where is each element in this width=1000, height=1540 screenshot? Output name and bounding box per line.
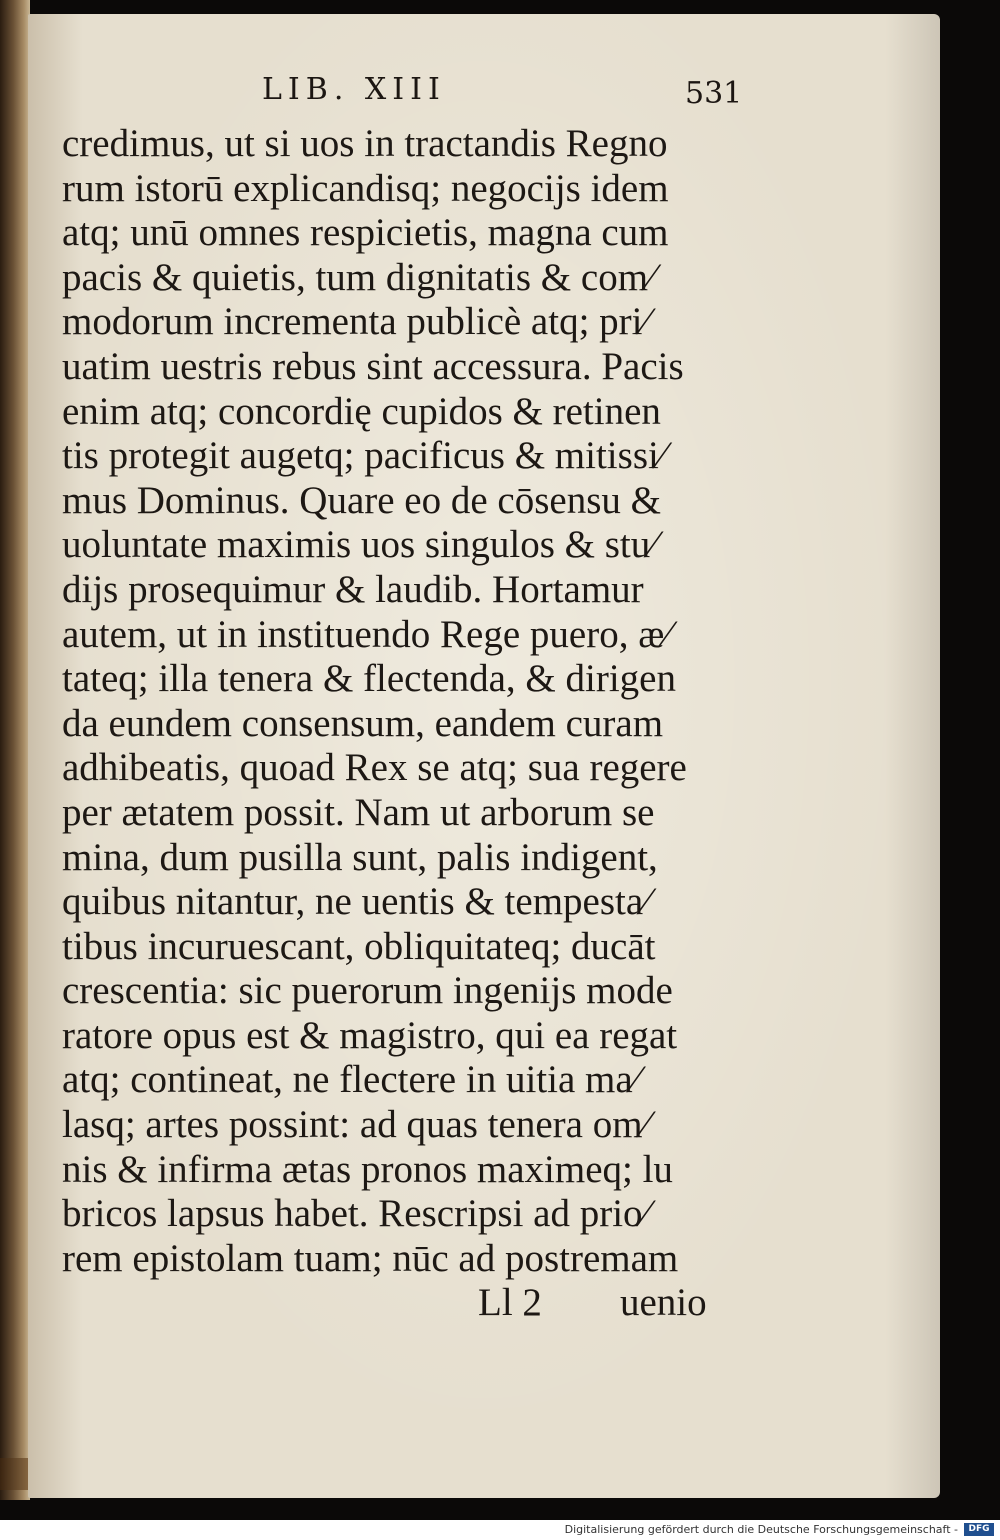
text-line: autem, ut in instituendo Rege puero, æ⁄	[62, 612, 671, 656]
text-line: tateq; illa tenera & flectenda, & dirigen	[62, 657, 676, 701]
text-line: tibus incuruescant, obliquitateq; ducāt	[62, 924, 656, 968]
text-line: rem epistolam tuam; nūc ad postremam	[62, 1236, 679, 1280]
page-number: 531	[685, 76, 743, 111]
signature-mark: Ll 2	[478, 1281, 542, 1324]
book-binding-edge	[0, 0, 30, 1500]
text-line: crescentia: sic puerorum ingenijs mode	[62, 969, 673, 1013]
text-line: tis protegit augetq; pacificus & mitissi⁄	[62, 434, 666, 478]
text-line: bricos lapsus habet. Rescripsi ad prio⁄	[62, 1192, 650, 1236]
text-line: mina, dum pusilla sunt, palis indigent,	[62, 835, 658, 879]
text-line: uatim uestris rebus sint accessura. Pacis	[62, 344, 684, 388]
text-line: nis & infirma ætas pronos maximeq; lu	[62, 1147, 673, 1191]
text-line: dijs prosequimur & laudib. Hortamur	[62, 567, 644, 611]
text-line: atq; contineat, ne flectere in uitia ma⁄	[62, 1058, 640, 1102]
text-line: quibus nitantur, ne uentis & tempesta⁄	[62, 880, 650, 924]
catchword-line	[0, 1280, 1000, 1326]
running-head	[0, 72, 1000, 112]
text-line: mus Dominus. Quare eo de cōsensu &	[62, 478, 661, 522]
text-line: pacis & quietis, tum dignitatis & com⁄	[62, 255, 655, 299]
text-line: rum istorū explicandisq; negocijs idem	[62, 166, 669, 210]
text-line: modorum incrementa publicè atq; pri⁄	[62, 300, 649, 344]
text-line: per ætatem possit. Nam ut arborum se	[62, 790, 655, 834]
digitization-footer	[0, 1520, 1000, 1540]
body-text	[62, 122, 738, 1281]
text-line: credimus, ut si uos in tractandis Regno	[62, 122, 668, 165]
running-title: LIB. XIII	[262, 72, 446, 107]
text-line: adhibeatis, quoad Rex se atq; sua regere	[62, 746, 687, 790]
text-line: da eundem consensum, eandem curam	[62, 701, 664, 745]
text-line: enim atq; concordię cupidos & retinen	[62, 389, 661, 433]
dfg-logo-icon: DFG	[964, 1523, 994, 1536]
text-line: lasq; artes possint: ad quas tenera om⁄	[62, 1103, 650, 1147]
funding-credit: Digitalisierung gefördert durch die Deutsche Forschungsgemeinschaft -	[564, 1523, 958, 1536]
text-line: ratore opus est & magistro, qui ea regat	[62, 1013, 678, 1057]
text-line: uoluntate maximis uos singulos & stu⁄	[62, 523, 657, 567]
catchword: uenio	[620, 1281, 707, 1324]
text-line: atq; unū omnes respicietis, magna cum	[62, 211, 669, 255]
